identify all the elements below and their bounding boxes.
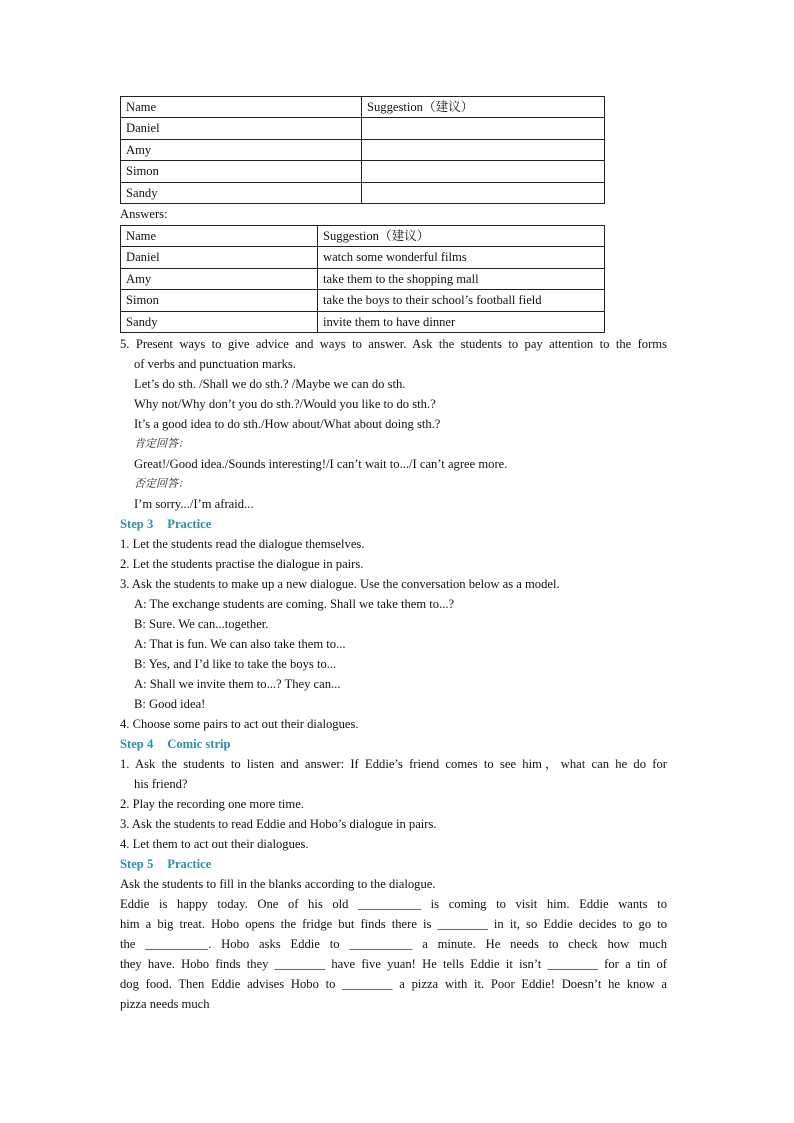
table-row [121, 268, 605, 289]
table-header-cell: Name [121, 226, 318, 247]
table-header-cell: Suggestion（建议） [318, 226, 605, 247]
list-item-continuation: his friend? [134, 777, 188, 791]
paragraph-line: Eddie is happy today. One of his old __________ is coming to visit him. Eddie wants to [120, 897, 667, 911]
negative-answer-label: 否定回答： [134, 477, 189, 490]
list-item: 1. Ask the students to listen and answer: If Eddie’s friend comes to see him，what can he do for [120, 757, 667, 771]
list-item: 1. Let the students read the dialogue themselves. [120, 537, 365, 551]
table-header-row [121, 97, 605, 118]
dialogue-line: A: The exchange students are coming. Shall we take them to...? [134, 597, 455, 611]
paragraph-line: they have. Hobo finds they ________ have five yuan! He tells Eddie it isn’t ________ for a tin of [120, 957, 667, 971]
table-cell: Daniel [121, 118, 362, 139]
step-title: Practice [167, 517, 212, 531]
table-row [121, 247, 605, 268]
table-cell: take the boys to their school’s football field [318, 290, 605, 311]
table-header-cell: Name [121, 97, 362, 118]
table-cell: Simon [121, 161, 362, 182]
negative-answers: I’m sorry.../I’m afraid... [134, 497, 254, 511]
table-row [121, 290, 605, 311]
table-cell: Daniel [121, 247, 318, 268]
paragraph-line: the __________. Hobo asks Eddie to __________ a minute. He needs to check how much [120, 937, 667, 951]
table-cell: invite them to have dinner [318, 311, 605, 332]
phrase-line: Why not/Why don’t you do sth.?/Would you like to do sth.? [134, 397, 436, 411]
table-cell: Sandy [121, 311, 318, 332]
step-title: Practice [167, 857, 212, 871]
table-header-row [121, 226, 605, 247]
list-item: 4. Let them to act out their dialogues. [120, 837, 309, 851]
table-cell [362, 182, 605, 203]
list-item: 2. Play the recording one more time. [120, 797, 304, 811]
table-header-cell: Suggestion（建议） [362, 97, 605, 118]
dialogue-line: A: That is fun. We can also take them to... [134, 637, 346, 651]
dialogue-line: B: Good idea! [134, 697, 206, 711]
phrase-line: It’s a good idea to do sth./How about/What about doing sth.? [134, 417, 441, 431]
table-cell: Amy [121, 268, 318, 289]
dialogue-line: B: Sure. We can...together. [134, 617, 269, 631]
table-row [121, 182, 605, 203]
table-cell [362, 139, 605, 160]
step-title: Comic strip [167, 737, 231, 751]
table-cell: watch some wonderful films [318, 247, 605, 268]
table-cell: take them to the shopping mall [318, 268, 605, 289]
step5-intro: Ask the students to fill in the blanks according to the dialogue. [120, 877, 436, 891]
item5-line1: 5. Present ways to give advice and ways to answer. Ask the students to pay attention to the forms [120, 337, 667, 351]
step3-heading [120, 514, 211, 534]
step4-heading [120, 734, 231, 754]
paragraph-line: dog food. Then Eddie advises Hobo to ________ a pizza with it. Poor Eddie! Doesn’t he know a [120, 977, 667, 991]
answers-label: Answers: [120, 207, 168, 221]
table-row [121, 311, 605, 332]
paragraph-line: pizza needs much [120, 997, 210, 1011]
step-number: Step 4 [120, 737, 154, 751]
step-number: Step 3 [120, 517, 154, 531]
list-item: 2. Let the students practise the dialogue in pairs. [120, 557, 364, 571]
positive-answer-label: 肯定回答： [134, 437, 189, 450]
phrase-line: Let’s do sth. /Shall we do sth.? /Maybe we can do sth. [134, 377, 406, 391]
suggestion-table-answers [120, 225, 605, 333]
table-row [121, 118, 605, 139]
dialogue-line: A: Shall we invite them to...? They can... [134, 677, 341, 691]
suggestion-table-blank [120, 96, 605, 204]
table-cell [362, 118, 605, 139]
table-cell: Simon [121, 290, 318, 311]
table-row [121, 139, 605, 160]
list-item: 3. Ask the students to read Eddie and Hobo’s dialogue in pairs. [120, 817, 437, 831]
list-item: 3. Ask the students to make up a new dialogue. Use the conversation below as a model. [120, 577, 560, 591]
list-item: 4. Choose some pairs to act out their dialogues. [120, 717, 359, 731]
table-cell: Sandy [121, 182, 362, 203]
dialogue-line: B: Yes, and I’d like to take the boys to... [134, 657, 337, 671]
table-cell [362, 161, 605, 182]
table-row [121, 161, 605, 182]
item5-line2: of verbs and punctuation marks. [134, 357, 296, 371]
step5-heading [120, 854, 211, 874]
positive-answers: Great!/Good idea./Sounds interesting!/I can’t wait to.../I can’t agree more. [134, 457, 508, 471]
step-number: Step 5 [120, 857, 154, 871]
table-cell: Amy [121, 139, 362, 160]
paragraph-line: him a big treat. Hobo opens the fridge but finds there is ________ in it, so Eddie decides to go to [120, 917, 667, 931]
